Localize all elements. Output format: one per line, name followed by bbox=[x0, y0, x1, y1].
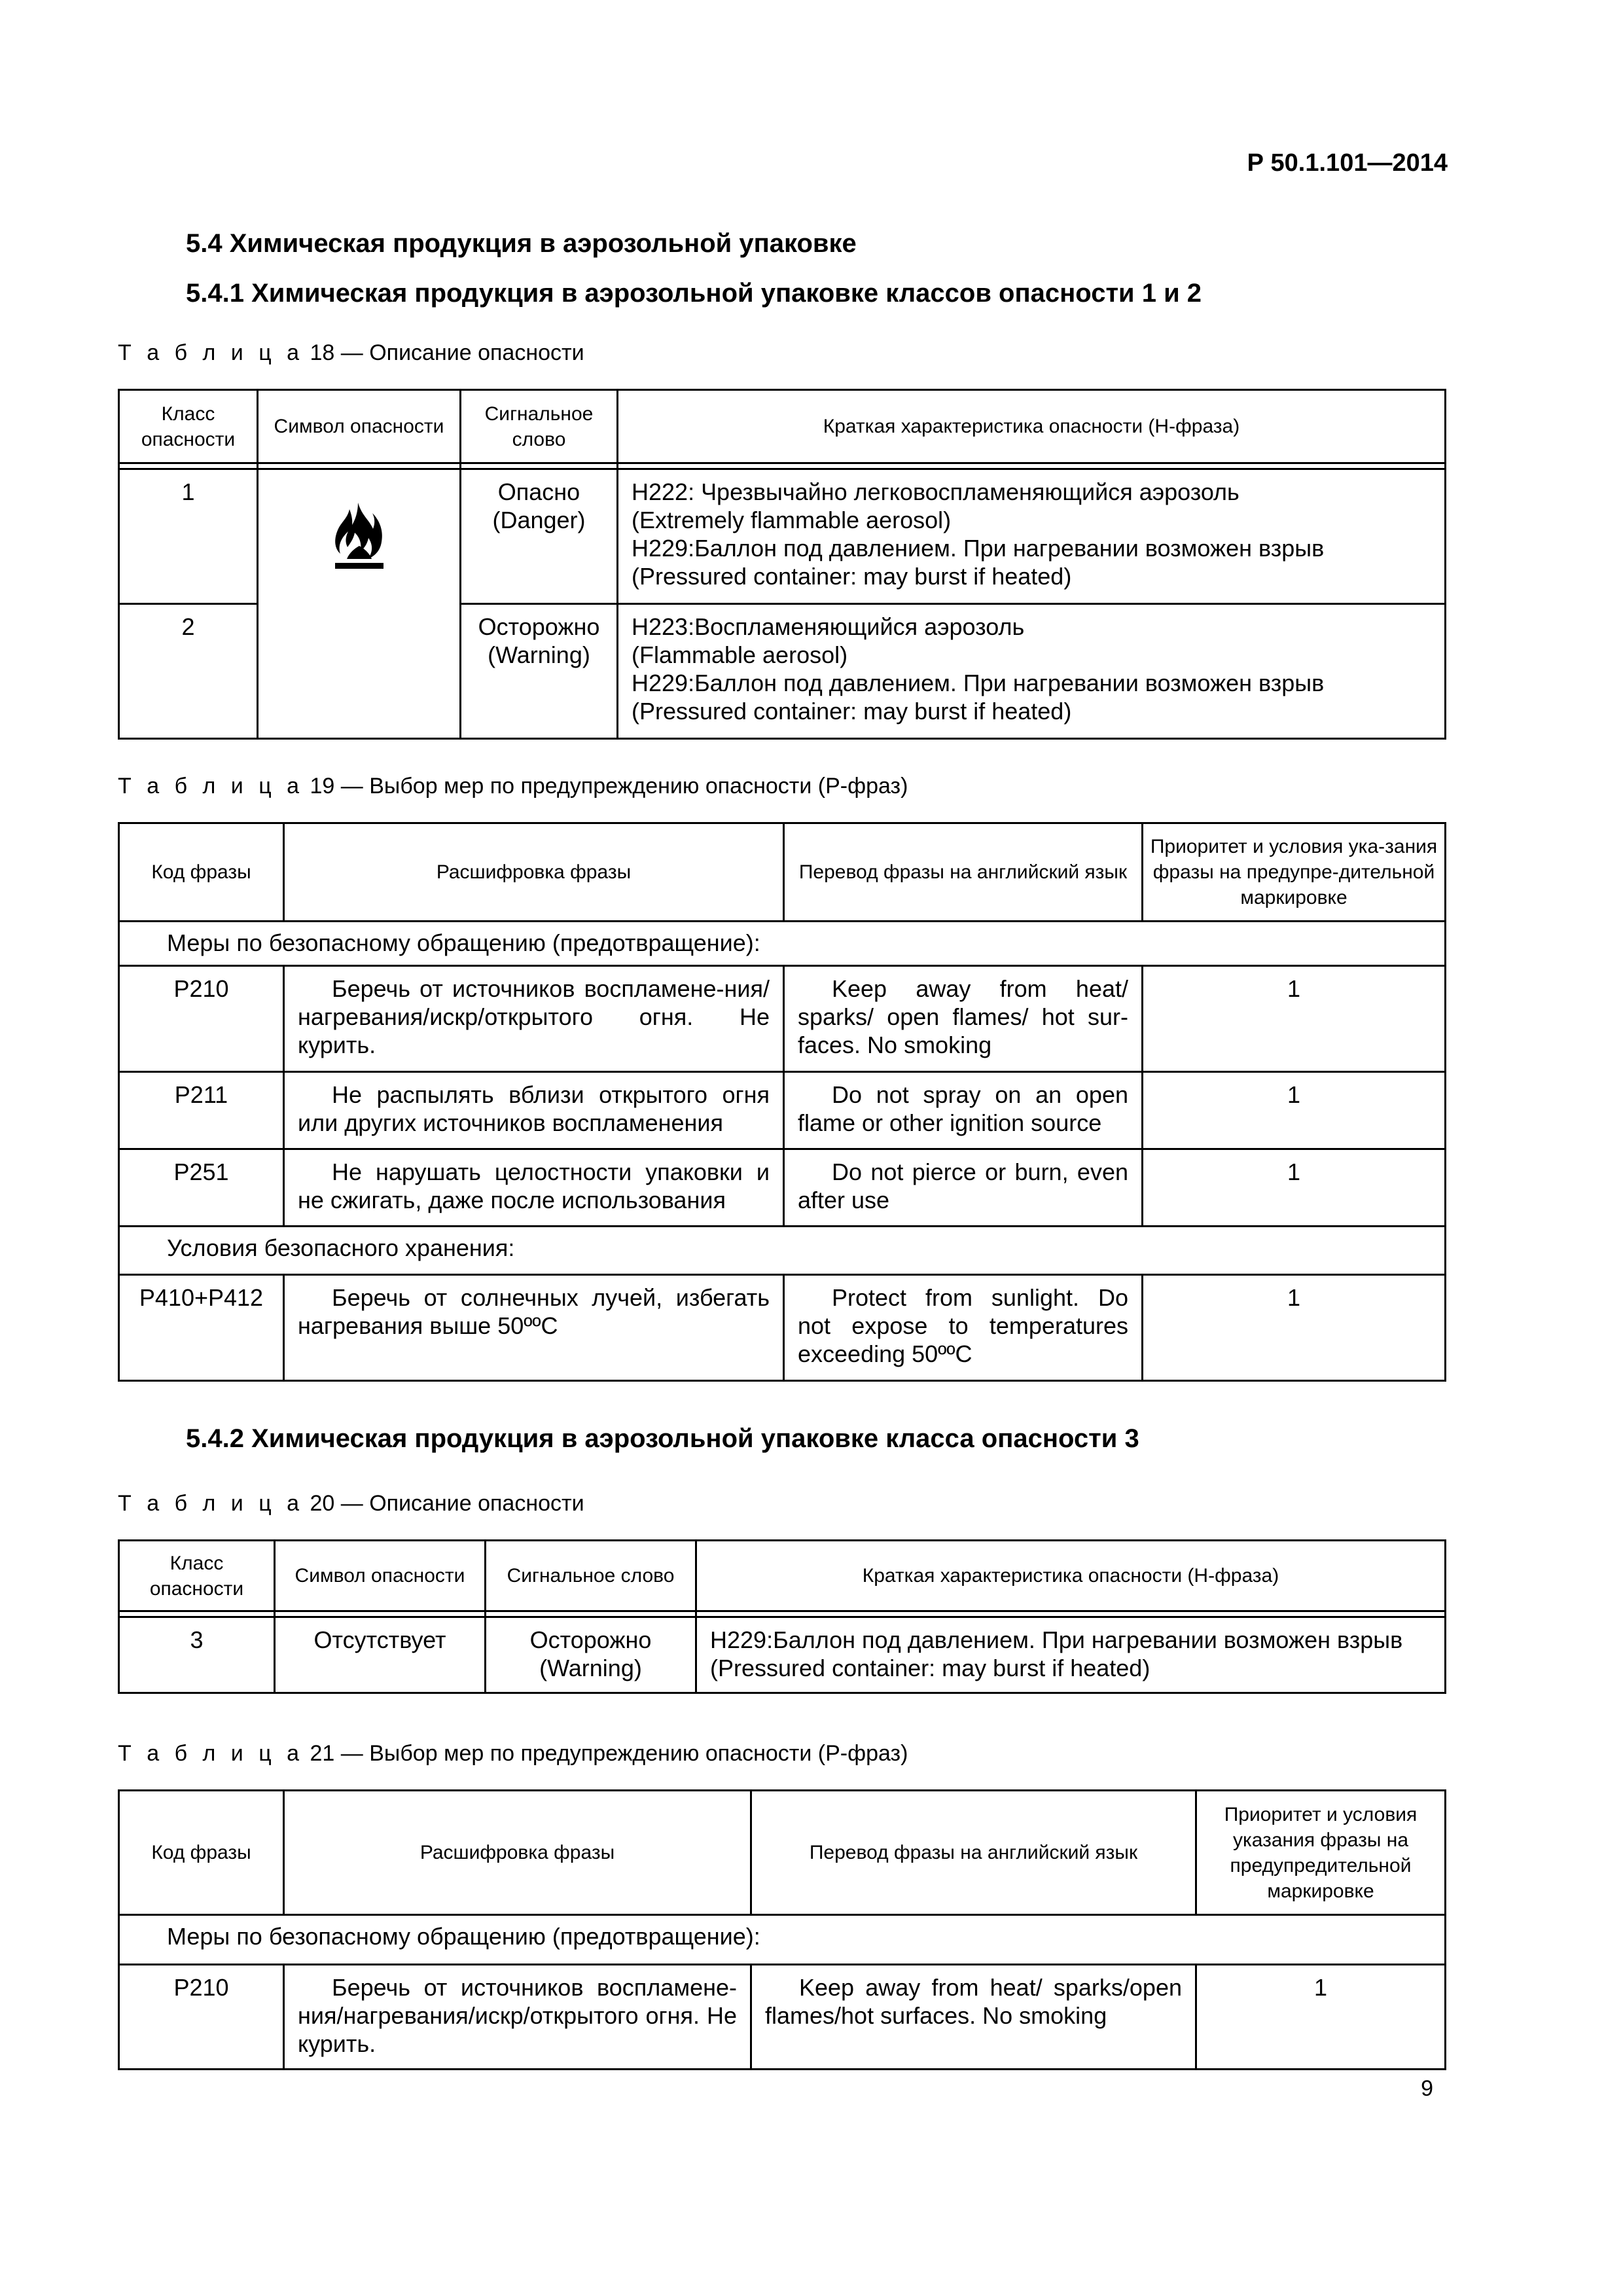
table18-hazard-cell bbox=[618, 604, 1446, 739]
hazard-line: (Extremely flammable aerosol) bbox=[632, 507, 952, 533]
phrase-priority: 1 bbox=[1143, 1072, 1446, 1149]
table18-class-cell: 1 bbox=[119, 469, 258, 604]
table19-caption-label: Т а б л и ц а bbox=[118, 774, 304, 798]
table18 bbox=[118, 389, 1446, 740]
phrase-ru: Беречь от источников воспламене-ния/нагревания/искр/открытого огня. Не курить. bbox=[284, 966, 784, 1072]
table20-caption bbox=[118, 1491, 584, 1516]
phrase-en: Do not spray on an open flame or other ignition source bbox=[784, 1072, 1143, 1149]
table21-caption bbox=[118, 1741, 908, 1767]
table20-header-symbol: Символ опасности bbox=[275, 1541, 486, 1611]
phrase-en: Protect from sunlight. Do not expose to temperatures exceeding 50ººC bbox=[784, 1275, 1143, 1381]
table20-caption-label: Т а б л и ц а bbox=[118, 1491, 304, 1516]
table18-caption bbox=[118, 340, 584, 366]
table21-header-code: Код фразы bbox=[119, 1791, 284, 1915]
table19-section-handling: Меры по безопасному обращению (предотвращение): bbox=[119, 922, 1446, 966]
table19-caption bbox=[118, 774, 908, 799]
table18-signal-cell: Осторожно (Warning) bbox=[461, 604, 618, 739]
hazard-line: (Pressured container: may burst if heated) bbox=[632, 698, 1072, 725]
table20-header-class: Класс опасности bbox=[119, 1541, 275, 1611]
table-row bbox=[119, 1965, 1446, 2070]
table18-caption-text: 18 — Описание опасности bbox=[310, 340, 584, 365]
table21-header-en: Перевод фразы на английский язык bbox=[751, 1791, 1196, 1915]
phrase-priority: 1 bbox=[1143, 966, 1446, 1072]
table19-header-en: Перевод фразы на английский язык bbox=[784, 823, 1143, 922]
table18-hazard-cell bbox=[618, 469, 1446, 604]
table20-hazard-cell bbox=[696, 1617, 1446, 1693]
table18-signal-cell: Опасно (Danger) bbox=[461, 469, 618, 604]
phrase-code: Р210 bbox=[119, 966, 284, 1072]
phrase-en: Do not pierce or burn, even after use bbox=[784, 1149, 1143, 1227]
flame-icon bbox=[331, 500, 387, 572]
table-row bbox=[119, 1617, 1446, 1693]
phrase-en: Keep away from heat/ sparks/ open flames/ hot sur-faces. No smoking bbox=[784, 966, 1143, 1072]
section-title-5-4: 5.4 Химическая продукция в аэрозольной упаковке bbox=[186, 229, 857, 258]
hazard-line: Н223:Воспламеняющийся аэрозоль bbox=[632, 613, 1025, 640]
phrase-en: Keep away from heat/ sparks/open flames/hot surfaces. No smoking bbox=[751, 1965, 1196, 2070]
table20-header-signal: Сигнальное слово bbox=[486, 1541, 696, 1611]
table21-header-priority: Приоритет и условия указания фразы на предупредительной маркировке bbox=[1196, 1791, 1446, 1915]
hazard-line: (Pressured container: may burst if heated) bbox=[632, 563, 1072, 590]
table18-caption-label: Т а б л и ц а bbox=[118, 340, 304, 365]
table21-header-ru: Расшифровка фразы bbox=[284, 1791, 751, 1915]
phrase-ru: Не распылять вблизи открытого огня или других источников воспламенения bbox=[284, 1072, 784, 1149]
table-row bbox=[119, 1149, 1446, 1227]
table-row bbox=[119, 1072, 1446, 1149]
table21-section-handling: Меры по безопасному обращению (предотвращение): bbox=[119, 1915, 1446, 1965]
document-code: Р 50.1.101—2014 bbox=[1247, 149, 1448, 177]
hazard-line: Н229:Баллон под давлением. При нагревании возможен взрыв bbox=[710, 1626, 1403, 1653]
phrase-code: Р211 bbox=[119, 1072, 284, 1149]
table-row bbox=[119, 966, 1446, 1072]
table20-symbol-cell: Отсутствует bbox=[275, 1617, 486, 1693]
phrase-priority: 1 bbox=[1143, 1275, 1446, 1381]
table19-header-ru: Расшифровка фразы bbox=[284, 823, 784, 922]
phrase-priority: 1 bbox=[1196, 1965, 1446, 2070]
phrase-priority: 1 bbox=[1143, 1149, 1446, 1227]
hazard-line: Н222: Чрезвычайно легковоспламеняющийся аэрозоль bbox=[632, 478, 1240, 505]
hazard-line: Н229:Баллон под давлением. При нагревании возможен взрыв bbox=[632, 670, 1325, 696]
table-row bbox=[119, 1275, 1446, 1381]
table18-symbol-cell bbox=[258, 469, 461, 739]
table18-header-class: Класс опасности bbox=[119, 390, 258, 463]
hazard-line: (Flammable aerosol) bbox=[632, 641, 848, 668]
table21 bbox=[118, 1789, 1446, 2070]
table19 bbox=[118, 822, 1446, 1382]
hazard-line: (Pressured container: may burst if heated) bbox=[710, 1655, 1150, 1681]
table20-signal-cell: Осторожно (Warning) bbox=[486, 1617, 696, 1693]
table-row bbox=[119, 469, 1446, 604]
table20-caption-text: 20 — Описание опасности bbox=[310, 1491, 584, 1516]
table18-header-signal: Сигнальное слово bbox=[461, 390, 618, 463]
page-number: 9 bbox=[1421, 2076, 1433, 2101]
phrase-ru: Не нарушать целостности упаковки и не сжигать, даже после использования bbox=[284, 1149, 784, 1227]
table19-header-code: Код фразы bbox=[119, 823, 284, 922]
phrase-ru: Беречь от источников воспламене-ния/нагревания/искр/открытого огня. Не курить. bbox=[284, 1965, 751, 2070]
phrase-code: Р251 bbox=[119, 1149, 284, 1227]
hazard-line: Н229:Баллон под давлением. При нагревании возможен взрыв bbox=[632, 535, 1325, 562]
phrase-code: Р210 bbox=[119, 1965, 284, 2070]
table18-class-cell: 2 bbox=[119, 604, 258, 739]
section-title-5-4-1: 5.4.1 Химическая продукция в аэрозольной упаковке классов опасности 1 и 2 bbox=[186, 279, 1202, 308]
table20 bbox=[118, 1539, 1446, 1694]
phrase-ru: Беречь от солнечных лучей, избегать нагревания выше 50ººС bbox=[284, 1275, 784, 1381]
table19-section-storage: Условия безопасного хранения: bbox=[119, 1227, 1446, 1275]
table20-header-hazard: Краткая характеристика опасности (Н-фраза) bbox=[696, 1541, 1446, 1611]
table21-caption-label: Т а б л и ц а bbox=[118, 1741, 304, 1766]
table19-header-priority: Приоритет и условия ука-зания фразы на предупре-дительной маркировке bbox=[1143, 823, 1446, 922]
table18-header-symbol: Символ опасности bbox=[258, 390, 461, 463]
table19-caption-text: 19 — Выбор мер по предупреждению опасности (Р-фраз) bbox=[310, 774, 908, 798]
phrase-code: Р410+Р412 bbox=[119, 1275, 284, 1381]
table21-caption-text: 21 — Выбор мер по предупреждению опасности (Р-фраз) bbox=[310, 1741, 908, 1766]
table18-header-hazard: Краткая характеристика опасности (Н-фраза) bbox=[618, 390, 1446, 463]
section-title-5-4-2: 5.4.2 Химическая продукция в аэрозольной упаковке класса опасности 3 bbox=[186, 1424, 1139, 1453]
table20-class-cell: 3 bbox=[119, 1617, 275, 1693]
